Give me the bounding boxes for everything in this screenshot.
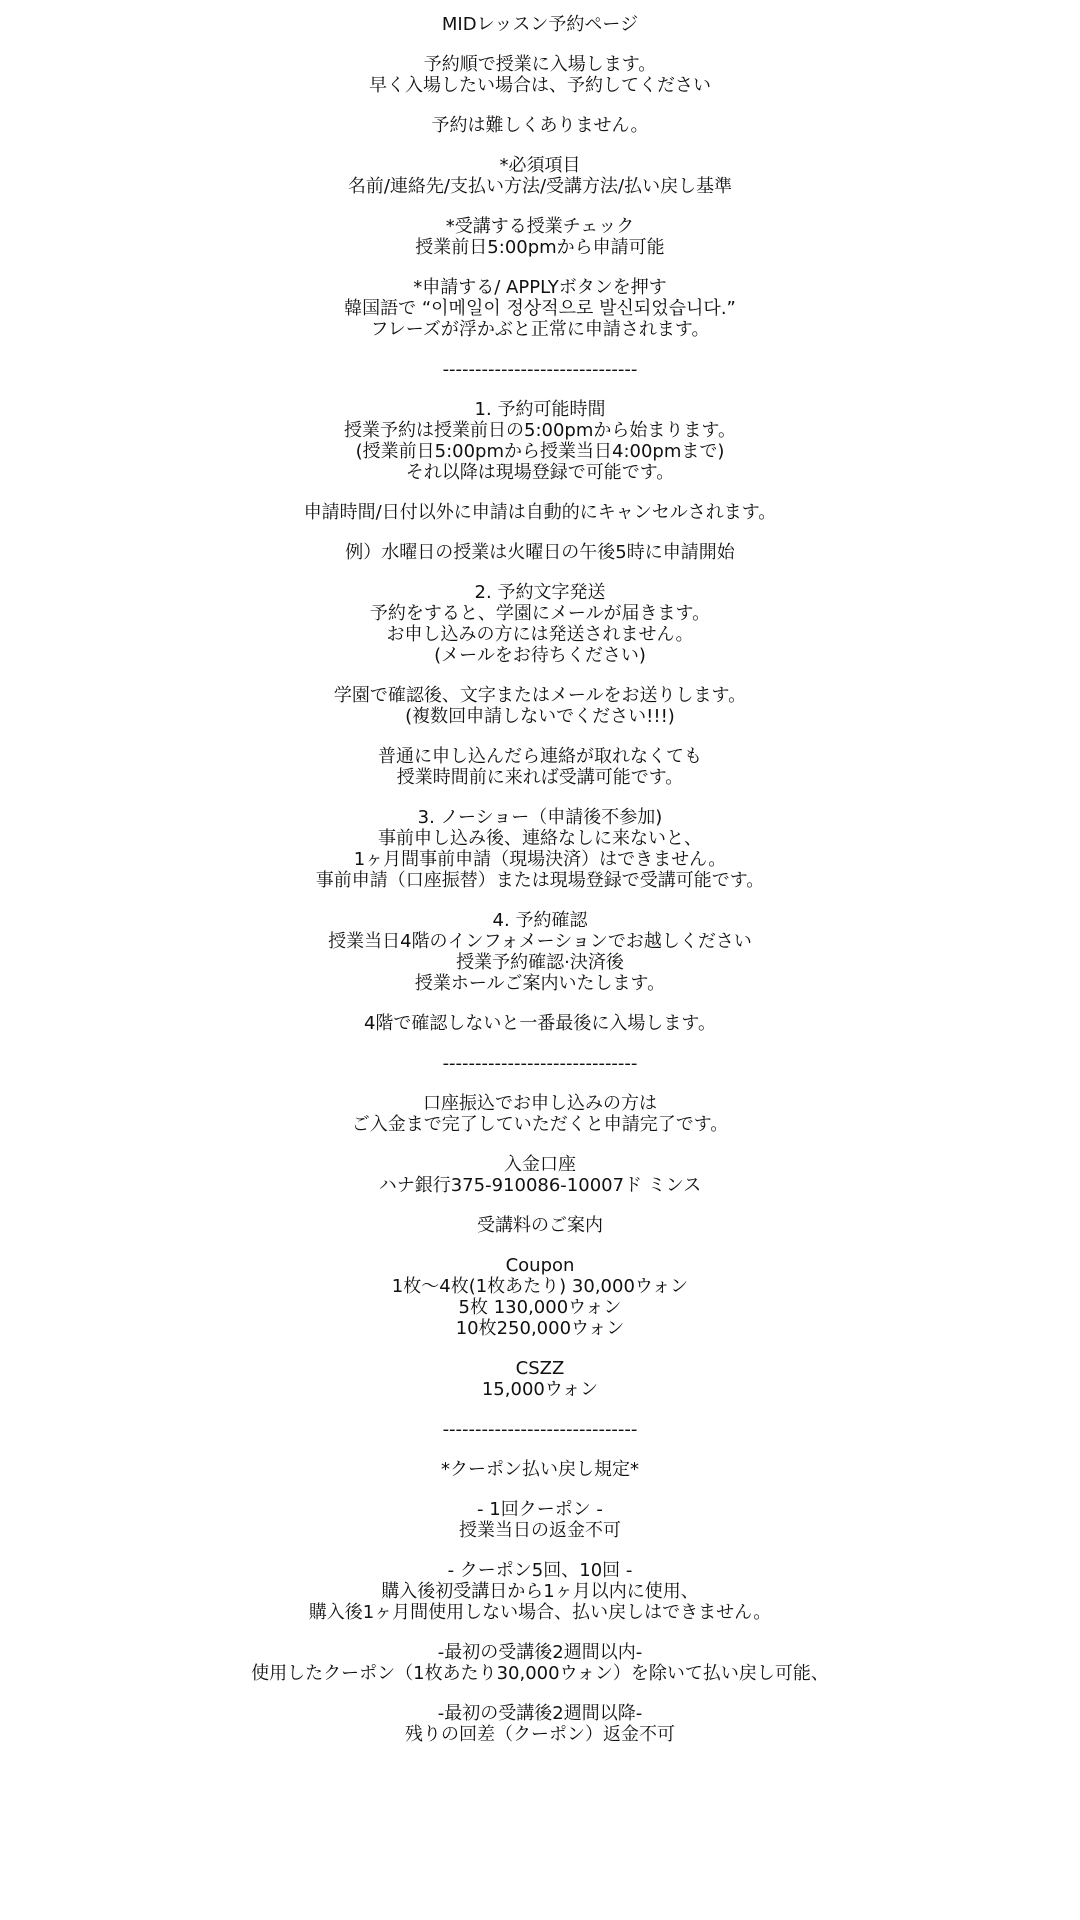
text-line: 予約順で授業に入場します。 — [423, 54, 657, 75]
text-line: 申請時間/日付以外に申請は自動的にキャンセルされます。 — [303, 502, 777, 523]
text-line: 残りの回差（クーポン）返金不可 — [405, 1724, 675, 1745]
text-block — [0, 746, 1080, 788]
text-line: 10枚250,000ウォン — [455, 1318, 625, 1339]
text-line: (メールをお待ちください) — [434, 645, 646, 666]
text-line: 授業時間前に来れば受講可能です。 — [396, 767, 684, 788]
text-block — [0, 807, 1080, 891]
text-block — [0, 359, 1080, 380]
text-block — [0, 1419, 1080, 1440]
text-line: MIDレッスン予約ページ — [441, 14, 639, 35]
text-block — [0, 115, 1080, 136]
text-line: ご入金まで完了していただくと申請完了です。 — [351, 1114, 729, 1135]
text-block — [0, 1560, 1080, 1623]
text-block — [0, 155, 1080, 197]
text-line: 4階で確認しないと一番最後に入場します。 — [363, 1013, 716, 1034]
text-block — [0, 1013, 1080, 1034]
text-line: 入金口座 — [504, 1154, 576, 1175]
text-block — [0, 1215, 1080, 1236]
text-line: 購入後初受講日から1ヶ月以内に使用、 — [381, 1581, 699, 1602]
text-block — [0, 399, 1080, 483]
text-block — [0, 54, 1080, 96]
text-line: 普通に申し込んだら連絡が取れなくても — [378, 746, 702, 767]
text-line: *受講する授業チェック — [445, 216, 635, 237]
text-block — [0, 502, 1080, 523]
text-line: 4. 予約確認 — [492, 910, 588, 931]
text-line: 予約をすると、学園にメールが届きます。 — [369, 603, 711, 624]
text-line: ハナ銀行375-910086-10007ド ミンス — [378, 1175, 702, 1196]
text-line: 授業前日5:00pmから申請可能 — [415, 237, 665, 258]
text-line: ------------------------------ — [442, 1053, 638, 1074]
text-block — [0, 1459, 1080, 1480]
text-block — [0, 1154, 1080, 1196]
text-line: 事前申し込み後、連絡なしに来ないと、 — [378, 828, 702, 849]
text-line: 授業当日4階のインフォメーションでお越しください — [328, 931, 752, 952]
text-line: 韓国語で “이메일이 정상적으로 발신되었습니다.” — [344, 298, 736, 319]
text-block — [0, 216, 1080, 258]
text-line: 2. 予約文字発送 — [474, 582, 606, 603]
text-line: (複数回申請しないでください!!!) — [405, 706, 675, 727]
text-line: 購入後1ヶ月間使用しない場合、払い戻しはできません。 — [308, 1602, 772, 1623]
text-line: 1枚～4枚(1枚あたり) 30,000ウォン — [391, 1276, 689, 1297]
text-line: ------------------------------ — [442, 359, 638, 380]
text-line: 授業ホールご案内いたします。 — [414, 973, 666, 994]
text-line: 1ヶ月間事前申請（現場決済）はできません。 — [353, 849, 727, 870]
text-line: - 1回クーポン - — [477, 1499, 603, 1520]
text-line: 授業予約確認·決済後 — [456, 952, 624, 973]
text-line: ------------------------------ — [442, 1419, 638, 1440]
text-line: CSZZ — [515, 1358, 565, 1379]
text-line: (授業前日5:00pmから授業当日4:00pmまで) — [355, 441, 725, 462]
text-block — [0, 582, 1080, 666]
text-block — [0, 1703, 1080, 1745]
text-block — [0, 277, 1080, 340]
text-line: 5枚 130,000ウォン — [458, 1297, 622, 1318]
text-line: 授業当日の返金不可 — [459, 1520, 621, 1541]
text-line: -最初の受講後2週間以内- — [437, 1642, 643, 1663]
text-block — [0, 685, 1080, 727]
text-line: *申請する/ APPLYボタンを押す — [413, 277, 667, 298]
text-line: お申し込みの方には発送されません。 — [386, 624, 694, 645]
text-line: 例）水曜日の授業は火曜日の午後5時に申請開始 — [345, 542, 735, 563]
text-block — [0, 1255, 1080, 1339]
text-block — [0, 1053, 1080, 1074]
text-block — [0, 1499, 1080, 1541]
text-line: 1. 予約可能時間 — [474, 399, 606, 420]
text-line: Coupon — [505, 1255, 575, 1276]
text-line: 授業予約は授業前日の5:00pmから始まります。 — [344, 420, 736, 441]
text-line: 予約は難しくありません。 — [431, 115, 649, 136]
text-block — [0, 910, 1080, 994]
text-line: 15,000ウォン — [481, 1379, 599, 1400]
text-block — [0, 1358, 1080, 1400]
text-line: *必須項目 — [499, 155, 581, 176]
text-line: 早く入場したい場合は、予約してください — [369, 75, 711, 96]
text-line: フレーズが浮かぶと正常に申請されます。 — [370, 319, 710, 340]
text-line: - クーポン5回、10回 - — [447, 1560, 633, 1581]
text-block — [0, 1642, 1080, 1684]
text-line: *クーポン払い戻し規定* — [441, 1459, 639, 1480]
text-line: -最初の受講後2週間以降- — [437, 1703, 643, 1724]
text-line: 使用したクーポン（1枚あたり30,000ウォン）を除いて払い戻し可能、 — [251, 1663, 829, 1684]
text-line: 事前申請（口座振替）または現場登録で受講可能です。 — [315, 870, 765, 891]
text-block — [0, 1093, 1080, 1135]
text-block — [0, 542, 1080, 563]
text-line: それ以降は現場登録で可能です。 — [405, 462, 675, 483]
text-line: 名前/連絡先/支払い方法/受講方法/払い戻し基準 — [347, 176, 733, 197]
text-line: 学園で確認後、文字またはメールをお送りします。 — [333, 685, 747, 706]
text-line: 受講料のご案内 — [477, 1215, 603, 1236]
text-line: 3. ノーショー（申請後不参加) — [417, 807, 663, 828]
text-block — [0, 14, 1080, 35]
text-line: 口座振込でお申し込みの方は — [423, 1093, 657, 1114]
